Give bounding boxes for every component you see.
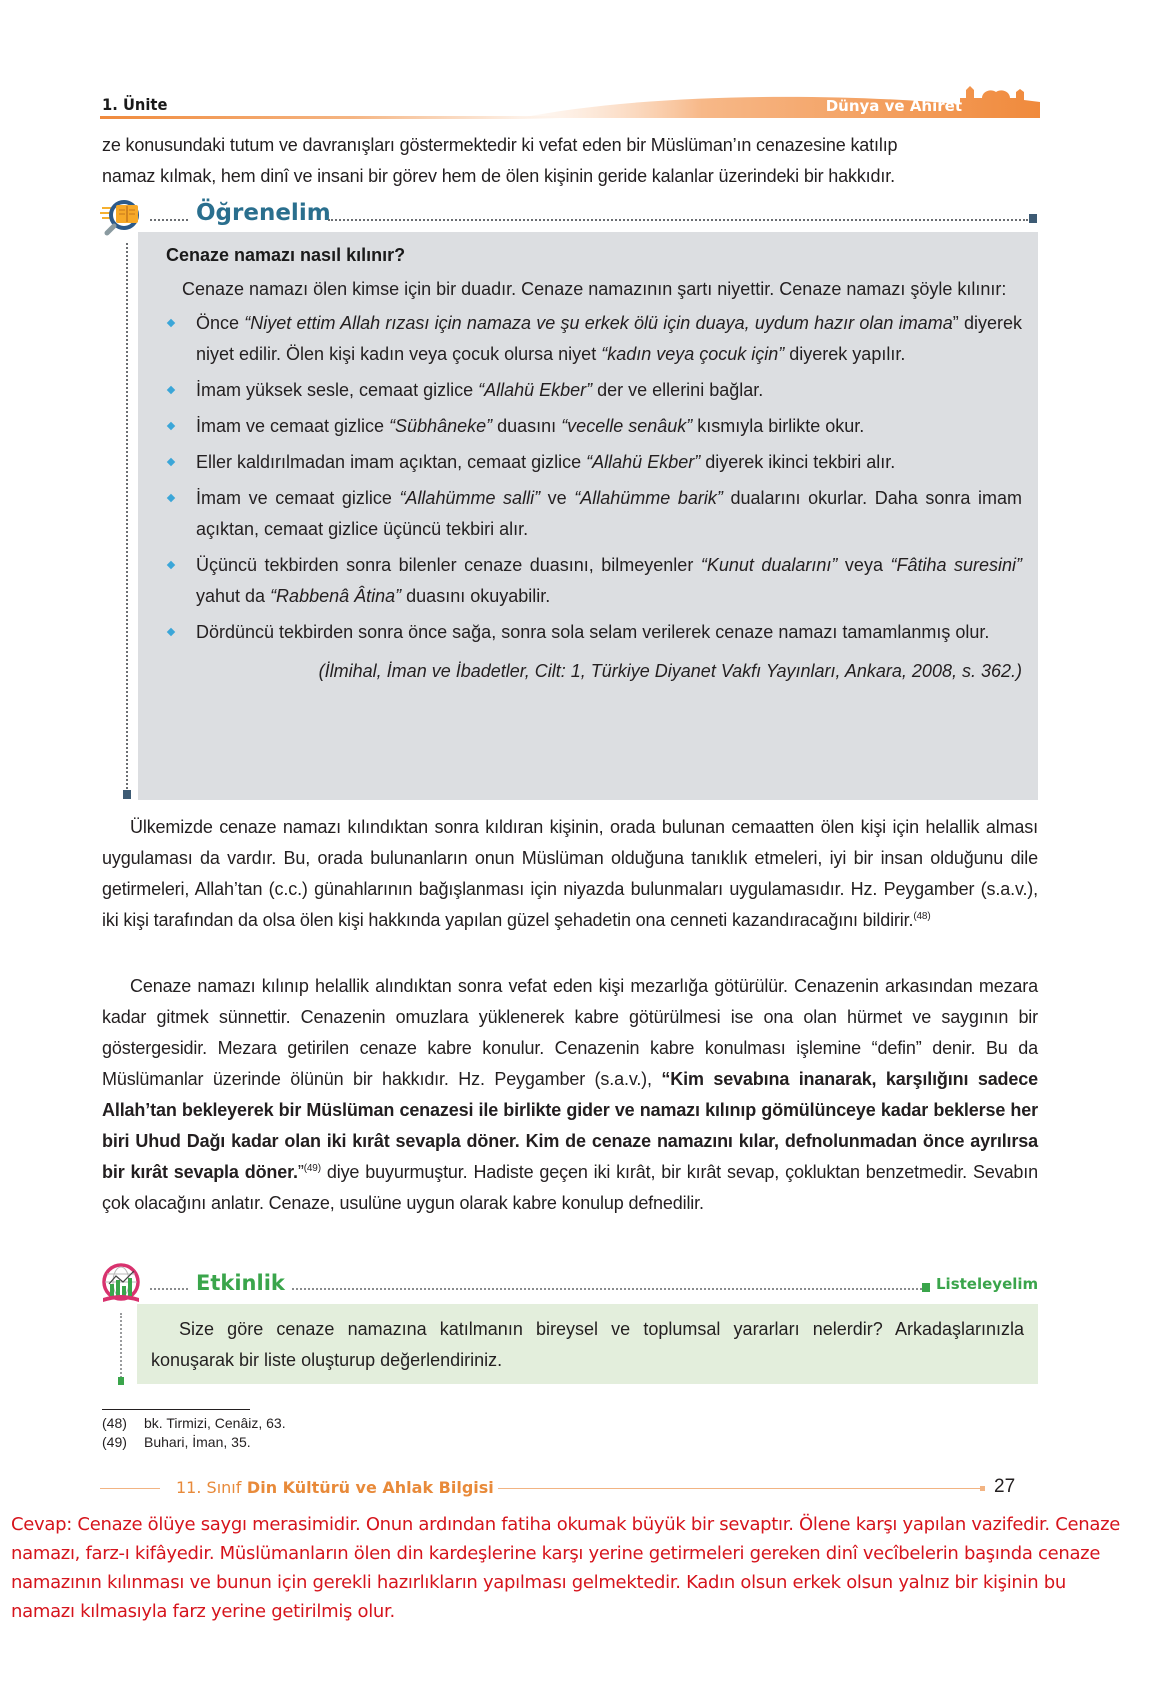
learn-box-end-marker — [123, 790, 131, 799]
intro-line-1: ze konusundaki tutum ve davranışları göstermektedir ki vefat eden bir Müslüman’ın cenazesine katılıp — [102, 135, 898, 155]
activity-box-header — [100, 1268, 1040, 1304]
globe-chart-book-icon — [100, 1262, 146, 1308]
burial-paragraph: Cenaze namazı kılınıp helallik alındıktan sonra vefat eden kişi mezarlığa götürülür. Cenazenin arkasından mezara kadar gitmek sünnettir. Cenazenin omuzlara yüklenerek kabre götürülmesi ise ona olan hürmet ve saygının bir göstergesidir. Mezara getirilen cenaze kabre konulur. Cenazenin kabre konulması işlemine “defin” denir. Bu da Müslümanlar üzerinde ölünün bir hakkıdır. Hz. Peygamber (s.a.v.), “Kim sevabına inanarak, karşılığını sadece Allah’tan bekleyerek bir Müslüman cenazesi ile birlikte gider ve namazı kılınıp gömülünceye kadar beklerse her biri Uhud Dağı kadar olan iki kırât sevapla döner. Kim de cenaze namazını kılar, defnolunmadan önce ayrılırsa bir kırât sevapla döner.”$^{(49)}$ diye buyurmuştur. Hadiste geçen iki kırât, bir kırât sevap, çokluktan benzetmedir. Sevabın çok olacağını anlatır. Cenaze, usulüne uygun olarak kabre konulup defnedilir. — [102, 976, 1038, 1213]
hadith-quote: “Kim sevabına inanarak, karşılığını sadece Allah’tan bekleyerek bir Müslüman cenazesi ile birlikte gider ve namazı kılınıp gömülünceye kadar beklerse her biri Uhud Dağı kadar olan iki kırât sevapla döner. Kim de cenaze namazını kılar, defnolunmadan önce ayrılırsa bir kırât sevapla döner. — [102, 1069, 1038, 1182]
list-item: Eller kaldırılmadan imam açıktan, cemaat gizlice “Allahü Ekber” diyerek ikinci tekbiri alır. — [166, 447, 1022, 478]
page-header — [100, 84, 1040, 118]
chapter-title: Dünya ve Ahiret — [825, 97, 962, 115]
list-item: İmam ve cemaat gizlice “Allahümme salli” ve “Allahümme barik” dualarını okurlar. Daha sonra imam açıktan, cemaat gizlice üçüncü tekbiri alır. — [166, 483, 1022, 545]
activity-text: Size göre cenaze namazına katılmanın bireysel ve toplumsal yararları nelerdir? Arkadaşlarınızla konuşarak bir liste oluşturup değerlendiriniz. — [151, 1319, 1024, 1370]
footnote-49: (49) Buhari, İman, 35. — [102, 1434, 251, 1450]
list-item: Üçüncü tekbirden sonra bilenler cenaze duasını, bilmeyenler “Kunut dualarını” veya “Fâtiha suresini” yahut da “Rabbenâ Âtina” duasını okuyabilir. — [166, 550, 1022, 612]
footnote-ref-49[interactable]: (49) — [303, 1163, 321, 1174]
learn-box-intro: Cenaze namazı ölen kimse için bir duadır. Cenaze namazının şartı niyettir. Cenaze namazı şöyle kılınır: — [182, 279, 1007, 299]
footnote-ref-48[interactable]: (48) — [913, 911, 931, 922]
learn-box — [138, 232, 1038, 800]
footnote-48: (48) bk. Tirmizi, Cenâiz, 63. — [102, 1415, 286, 1431]
diamond-bullet-icon — [167, 628, 175, 636]
answer-text: Cevap: Cenaze ölüye saygı merasimidir. Onun ardından fatiha okumak büyük bir sevaptır. Ölene karşı yapılan vazifedir. Cenaze namazı, farz-ı kifâyedir. Müslümanların ölen din kardeşlerine karşı yerine getirmeleri gereken dinî vecîbelerin başında cenaze namazının kılınması ve bunun için gerekli hazırlıkların yapılması gelmektedir. Kadın olsun erkek olsun yalnız bir kişinin bu namazı kılmasıyla farz yerine getirilmiş olur. — [11, 1514, 1121, 1622]
activity-dots-left — [150, 1288, 188, 1290]
list-item: İmam ve cemaat gizlice “Sübhâneke” duasını “vecelle senâuk” kısmıyla birlikte okur. — [166, 411, 1022, 442]
intro-paragraph — [102, 130, 1038, 192]
page-number: 27 — [994, 1476, 1016, 1497]
diamond-bullet-icon — [167, 494, 175, 502]
footer-rule-left — [100, 1488, 160, 1489]
learn-box-title: Öğrenelim — [196, 200, 331, 226]
activity-box — [137, 1304, 1038, 1384]
source-citation: (İlmihal, İman ve İbadetler, Cilt: 1, Türkiye Diyanet Vakfı Yayınları, Ankara, 2008, s. 362.) — [318, 661, 1022, 681]
activity-marker — [922, 1283, 930, 1292]
learn-box-vertical-rule — [126, 243, 128, 793]
helallik-paragraph: Ülkemizde cenaze namazı kılındıktan sonra kıldıran kişinin, orada bulunan cemaatten ölen kişi için helallik alması uygulaması da vardır. Bu, orada bulunanların onun Müslüman olduğuna tanıklık etmeleri, iyi bir insan olduğunu dile getirmeleri, Allah’tan (c.c.) günahlarının bağışlanması için niyazda bulunmaları uygulamasıdır. Hz. Peygamber (s.a.v.), iki kişi tarafından da olsa ölen kişi hakkında yapılan güzel şehadetin ona cenneti kazandıracağını bildirir.$^{(48)}$ — [102, 817, 1038, 930]
footer-rule-right — [498, 1488, 980, 1489]
footnote-rule — [102, 1409, 250, 1410]
unit-label: 1. Ünite — [102, 95, 168, 114]
title-dots-left — [150, 219, 188, 221]
list-item: Önce “Niyet ettim Allah rızası için namaza ve şu erkek ölü için duaya, uydum hazır olan imama” diyerek niyet edilir. Ölen kişi kadın veya çocuk olursa niyet “kadın veya çocuk için” diyerek yapılır. — [166, 308, 1022, 370]
footnotes — [102, 1414, 286, 1452]
footer-dot — [980, 1486, 985, 1491]
activity-title: Etkinlik — [196, 1271, 285, 1295]
intro-line-2: namaz kılmak, hem dinî ve insani bir görev hem de ölen kişinin geride kalanlar üzerindeki bir hakkıdır. — [102, 166, 895, 186]
diamond-bullet-icon — [167, 561, 175, 569]
title-end-marker — [1029, 214, 1037, 223]
activity-tag: Listeleyelim — [936, 1275, 1039, 1293]
list-item: İmam yüksek sesle, cemaat gizlice “Allahü Ekber” der ve ellerini bağlar. — [166, 375, 1022, 406]
activity-dots-right — [292, 1288, 922, 1290]
mosque-skyline-banner-icon — [520, 84, 1040, 118]
title-dots-right — [328, 219, 1028, 221]
diamond-bullet-icon — [167, 458, 175, 466]
diamond-bullet-icon — [167, 319, 175, 327]
book-title: 11. Sınıf Din Kültürü ve Ahlak Bilgisi — [176, 1478, 494, 1497]
diamond-bullet-icon — [167, 422, 175, 430]
learn-box-question: Cenaze namazı nasıl kılınır? — [166, 245, 406, 265]
page-footer — [100, 1476, 1040, 1502]
learn-box-header — [100, 198, 1040, 234]
activity-end-marker — [118, 1377, 124, 1385]
diamond-bullet-icon — [167, 386, 175, 394]
steps-list — [166, 308, 1022, 648]
activity-vertical-rule — [120, 1313, 122, 1381]
header-underline — [100, 116, 560, 119]
list-item: Dördüncü tekbirden sonra önce sağa, sonra sola selam verilerek cenaze namazı tamamlanmış olur. — [166, 617, 1022, 648]
